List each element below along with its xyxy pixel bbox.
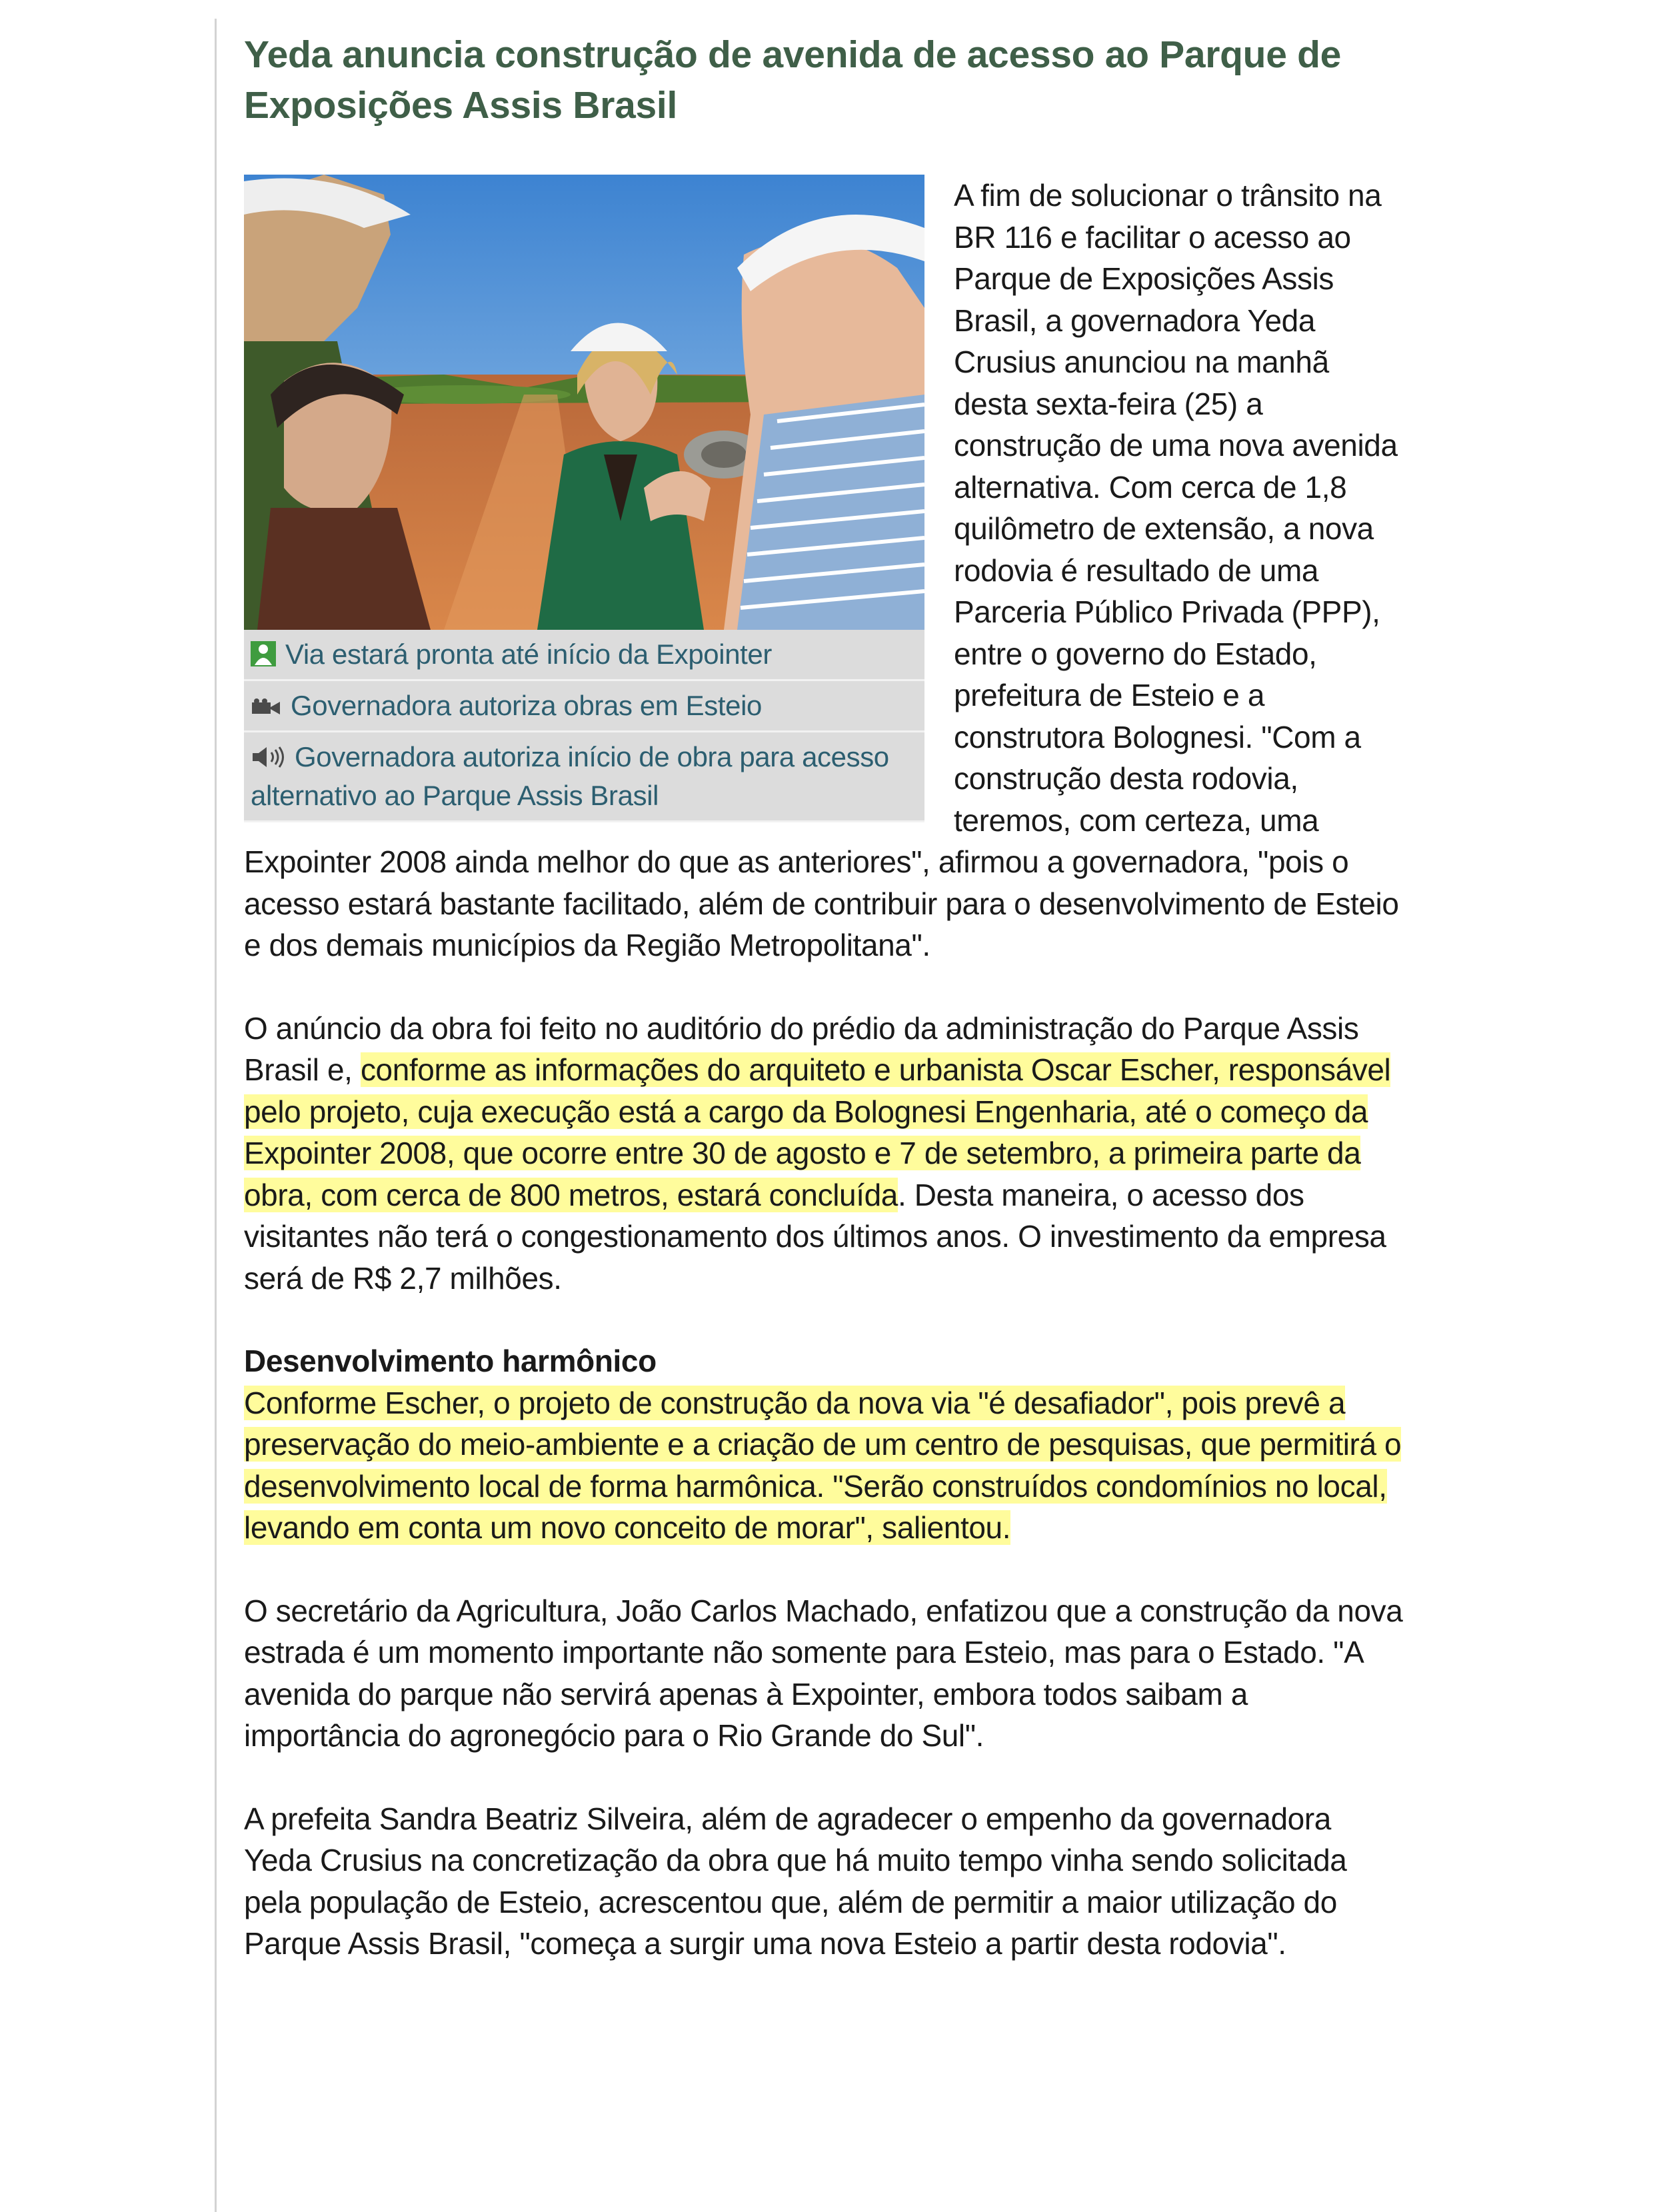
paragraph-5: A prefeita Sandra Beatriz Silveira, além de agradecer o empenho da governadora Yeda Crusius na concretização da obra que há muito tempo vinha sendo solicitada pela população de Esteio, acrescentou que, além de permitir a maior utilização do Parque Assis Brasil, "começa a surgir uma nova Esteio a partir desta rodovia". [244, 1801, 1347, 1961]
paragraph-1: A fim de solucionar o trânsito na BR 116 e facilitar o acesso ao Parque de Exposições Assis Brasil, a governadora Yeda Crusius anunciou na manhã desta sexta-feira (25) a construção de uma nova avenida alternativa. Com cerca de 1,8 quilômetro de extensão, a nova rodovia é resultado de uma Parceria Público Privada (PPP), entre o governo do Estado, prefeitura de Esteio e a construtora Bolognesi. "Com a construção desta rodovia, teremos, com certeza, uma Expointer 2008 ainda melhor do que as anteriores", afirmou a governadora, "pois o acesso estará bastante facilitado, além de contribuir para o desenvolvimento de Esteio e dos demais municípios da Região Metropolitana". [244, 178, 1399, 962]
related-link-1[interactable] [244, 630, 924, 681]
media-box [244, 175, 924, 822]
section-subheading: Desenvolvimento harmônico [244, 1344, 657, 1378]
paragraph-2-start: O anúncio da obra foi feito no auditório do prédio da administração do Parque Assis Brasil e, [244, 1010, 1359, 1087]
video-camera-icon [251, 698, 281, 718]
related-link-2-label: Governadora autoriza obras em Esteio [291, 690, 762, 721]
article-headline: Yeda anuncia construção de avenida de acesso ao Parque de Exposições Assis Brasil [244, 33, 1342, 127]
person-icon [251, 641, 276, 666]
paragraph-3-highlight: Conforme Escher, o projeto de construção da nova via "é desafiador", pois prevê a preservação do meio-ambiente e a criação de um centro de pesquisas, que permitirá o desenvolvimento local de forma harmônica. "Serão construídos condomínios no local, levando em conta um novo conceito de morar", salientou. [244, 1385, 1402, 1545]
article-photo [244, 175, 924, 630]
related-link-2[interactable] [244, 681, 924, 732]
paragraph-2 [244, 1008, 1404, 1300]
news-article [244, 29, 1404, 1965]
audio-speaker-icon [251, 745, 285, 769]
paragraph-2-highlight: conforme as informações do arquiteto e urbanista Oscar Escher, responsável pelo projeto, cuja execução está a cargo da Bolognesi Engenharia, até o começo da Expointer 2008, que ocorre entre 30 de agosto e 7 de setembro, a primeira parte da obra, com cerca de 800 metros, estará concluída [244, 1052, 1391, 1212]
article-body [244, 175, 1404, 1965]
left-margin-rule [215, 19, 217, 2212]
related-link-3[interactable] [244, 732, 924, 822]
related-link-3-label: Governadora autoriza início de obra para acesso alternativo ao Parque Assis Brasil [251, 741, 889, 811]
related-link-1-label: Via estará pronta até início da Expointer [285, 638, 772, 670]
paragraph-2-end: . Desta maneira, o acesso dos visitantes não terá o congestionamento dos últimos anos. O investimento da empresa será de R$ 2,7 milhões. [244, 1177, 1386, 1296]
paragraph-3 [244, 1382, 1404, 1549]
paragraph-4: O secretário da Agricultura, João Carlos Machado, enfatizou que a construção da nova estrada é um momento importante não somente para Esteio, mas para o Estado. "A avenida do parque não servirá apenas à Expointer, embora todos saibam a importância do agronegócio para o Rio Grande do Sul". [244, 1593, 1403, 1753]
